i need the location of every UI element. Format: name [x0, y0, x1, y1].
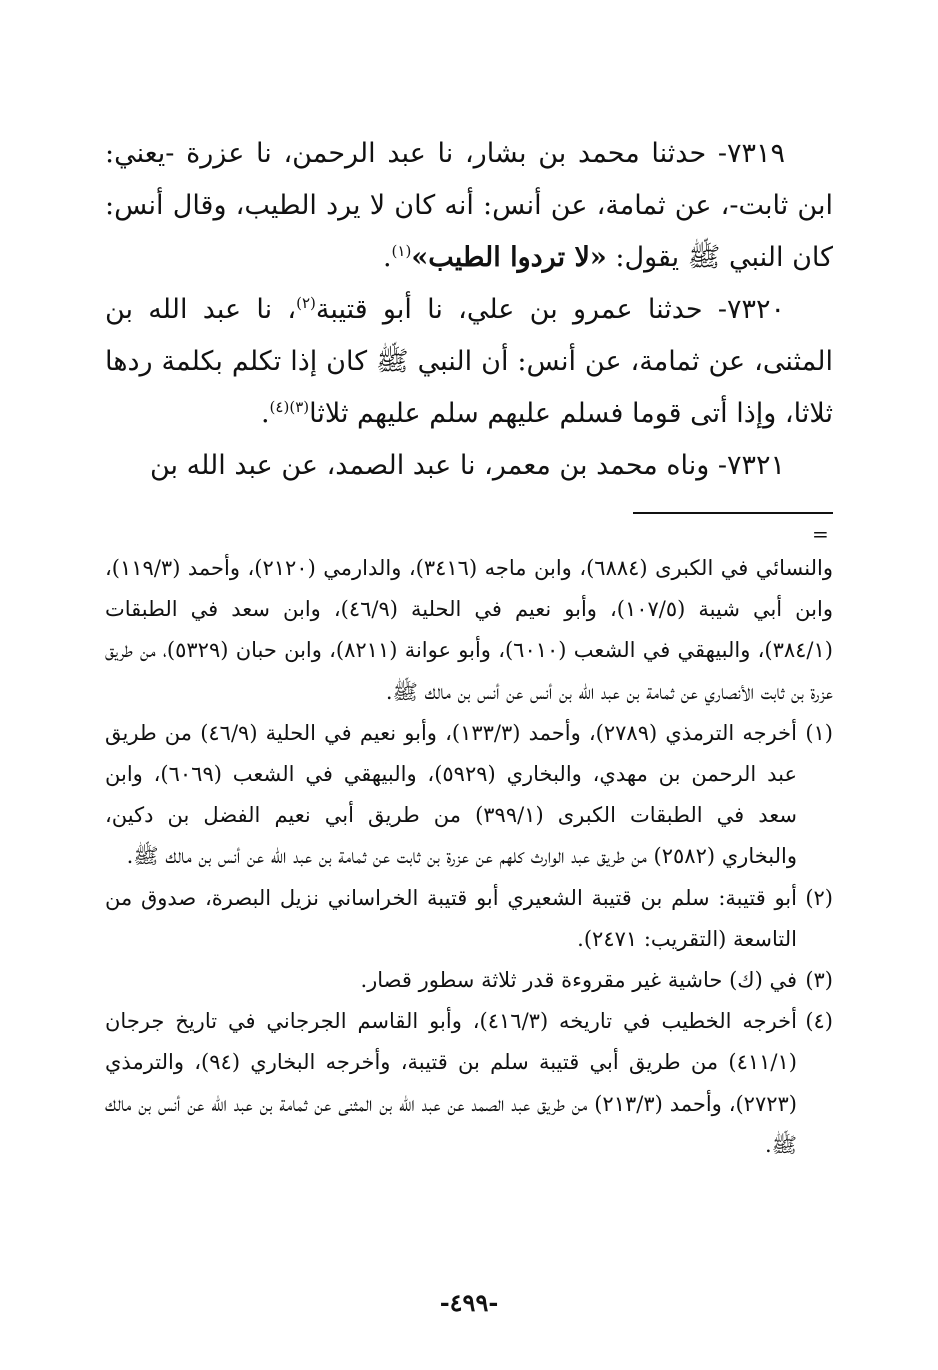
footnote-number: (٢): [805, 885, 833, 910]
hadith-7321: [105, 440, 833, 492]
hadith-7319-text: ٧٣١٩- حدثنا محمد بن بشار، نا عبد الرحمن، نا عزرة -يعني: ابن ثابت-، عن ثمامة، عن أنس: أنه كان لا يرد الطيب، وقال أنس: كان النبي ﷺ يقول:: [105, 138, 833, 273]
footnote-number: (١): [805, 720, 833, 745]
footnote-number: (٤): [805, 1009, 833, 1034]
footnote-2: [105, 878, 833, 960]
main-text: [105, 128, 833, 492]
hadith-7320-text-a: ٧٣٢٠- حدثنا عمرو بن علي، نا أبو قتيبة: [315, 294, 785, 325]
footnote-text: أخرجه الخطيب في تاريخه (٤١٦/٣)، وأبو القاسم الجرجاني في تاريخ جرجان (٤١١/١) من طريق أبي قتيبة سلم بن قتيبة، وأخرجه البخاري (٩٤)، والترمذي (٢٧٢٣)، وأحمد (٢١٣/٣) من طريق عبد الصمد عن عبد الله بن المثنى عن ثمامة بن عبد الله عن أنس بن مالك ﷺ.: [105, 1009, 797, 1157]
hadith-7321-text: ٧٣٢١- وناه محمد بن معمر، نا عبد الصمد، عن عبد الله بن: [149, 450, 785, 481]
hadith-7320-text-b: ، نا عبد الله بن المثنى، عن ثمامة، عن أنس: أن النبي ﷺ كان إذا تكلم بكلمة ردها ثلاثا، وإذا أتى قوما فسلم عليهم سلم عليهم ثلاثا: [105, 294, 833, 429]
footnote-ref-3-4: (٣)(٤): [269, 398, 310, 416]
footnote-continued: والنسائي في الكبرى (٦٨٨٤)، وابن ماجه (٣٤١٦)، والدارمي (٢١٢٠)، وأحمد (١١٩/٣)، وابن أبي شيبة (١٠٧/٥)، وأبو نعيم في الحلية (٤٦/٩)، وابن سعد في الطبقات (٣٨٤/١)، والبيهقي في الشعب (٦٠١٠)، وأبو عوانة (٨٢١١)، وابن حبان (٥٣٢٩)، من طريق عزرة بن ثابت الأنصاري عن ثمامة بن عبد الله بن أنس عن أنس بن مالك ﷺ.: [105, 556, 833, 704]
footnote-ref-2: (٢): [296, 294, 316, 312]
footnotes: [105, 548, 833, 1166]
footnote-number: (٣): [805, 968, 833, 993]
hadith-7320: ٧٣٢٠- حدثنا عمرو بن علي، نا أبو قتيبة$^{(٢)}$، نا عبد الله بن المثنى، عن ثمامة، عن أنس: أن النبي ﷺ كان إذا تكلم بكلمة ردها ثلاثا، وإذا أتى قوما فسلم عليهم سلم عليهم ثلاثا$^{(٣)(٤)}$.: [105, 294, 833, 429]
hadith-7319-quote: «لا تردوا الطيب»: [411, 242, 607, 273]
footnote-4: [105, 1001, 833, 1166]
page-number: -٤٩٩-: [439, 1288, 499, 1317]
footnote-ref-1: (١): [391, 242, 412, 260]
footnote-1: [105, 713, 833, 878]
hadith-7319: ٧٣١٩- حدثنا محمد بن بشار، نا عبد الرحمن، نا عزرة -يعني: ابن ثابت-، عن ثمامة، عن أنس: أنه كان لا يرد الطيب، وقال أنس: كان النبي ﷺ يقول: «لا تردوا الطيب»$^{(١)}$.: [105, 138, 833, 273]
footnote-3: [105, 960, 833, 1001]
footnote-text: أبو قتيبة: سلم بن قتيبة الشعيري أبو قتيبة الخراساني نزيل البصرة، صدوق من التاسعة (التقريب: ٢٤٧١).: [105, 885, 797, 951]
footnote-text: أخرجه الترمذي (٢٧٨٩)، وأحمد (١٣٣/٣)، وأبو نعيم في الحلية (٤٦/٩) من طريق عبد الرحمن بن مهدي، والبخاري (٥٩٢٩)، والبيهقي في الشعب (٦٠٦٩)، وابن سعد في الطبقات الكبرى (٣٩٩/١) من طريق أبي نعيم الفضل بن دكين، والبخاري (٢٥٨٢) من طريق عبد الوارث كلهم عن عزرة بن ثابت عن ثمامة بن عبد الله عن أنس بن مالك ﷺ.: [105, 720, 797, 869]
footnote-text: في (ك) حاشية غير مقروءة قدر ثلاثة سطور قصار.: [360, 968, 797, 993]
continuation-mark: =: [812, 522, 829, 546]
footnote-separator: [633, 512, 833, 514]
